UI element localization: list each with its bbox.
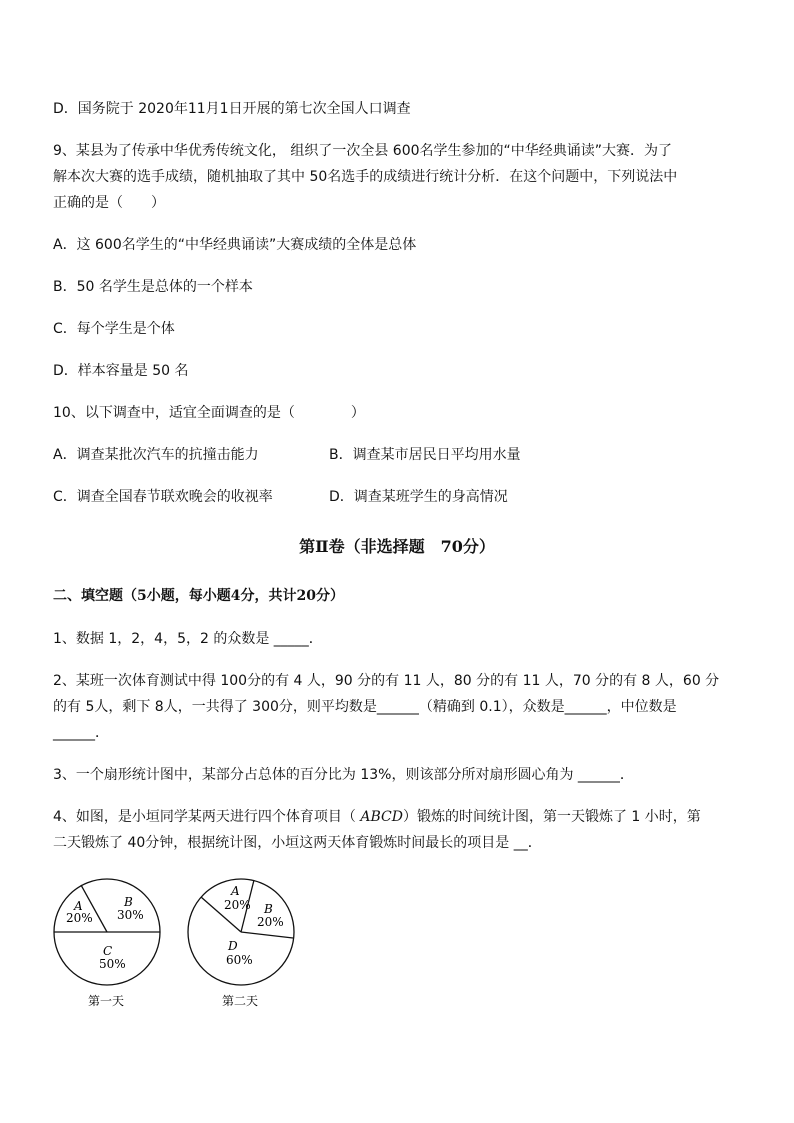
q10-option-b: B．调查某市居民日平均用水量 bbox=[329, 447, 521, 463]
q10-option-c: C．调查全国春节联欢晚会的收视率 bbox=[53, 489, 273, 505]
pie-day2-title: 第二天 bbox=[222, 994, 259, 1008]
pie-day1-label-a: A bbox=[74, 899, 83, 913]
pie-day2-label-a: A bbox=[231, 884, 240, 898]
q10-stem: 10、以下调查中，适宜全面调查的是（ ） bbox=[53, 405, 365, 421]
fill-section-heading: 二、填空题（5小题，每小题4分，共计20分） bbox=[53, 588, 344, 604]
q9-stem-line2: 解本次大赛的选手成绩，随机抽取了其中 50名选手的成绩进行统计分析．在这个问题中，下列说法中 bbox=[53, 169, 678, 185]
pie-day2-divider-bd bbox=[241, 932, 293, 938]
q10-option-a: A．调查某批次汽车的抗撞击能力 bbox=[53, 447, 259, 463]
fill-q4-line1-post: ）锻炼的时间统计图，第一天锻炼了 1 小时，第 bbox=[402, 809, 701, 825]
pie-chart-day1 bbox=[50, 876, 170, 1012]
q9-stem-line1: 9、某县为了传承中华优秀传统文化， 组织了一次全县 600名学生参加的“中华经典诵读”大赛．为了 bbox=[53, 143, 673, 159]
fill-q2-line1: 2、某班一次体育测试中得 100分的有 4 人，90 分的有 11 人，80 分的有 11 人，70 分的有 8 人，60 分 bbox=[53, 673, 720, 689]
pie-chart-day2 bbox=[184, 876, 304, 1012]
fill-q3: 3、一个扇形统计图中，某部分占总体的百分比为 13%，则该部分所对扇形圆心角为 ______． bbox=[53, 767, 634, 783]
pie-day1-value-c: 50% bbox=[99, 957, 126, 971]
fill-q4-abcd: ABCD bbox=[360, 809, 403, 825]
pie-day2-value-b: 20% bbox=[257, 915, 284, 929]
q10-option-d: D．调查某班学生的身高情况 bbox=[329, 489, 508, 505]
q9-option-a: A．这 600名学生的“中华经典诵读”大赛成绩的全体是总体 bbox=[53, 237, 417, 253]
q8-option-d: D．国务院于 2020年11月1日开展的第七次全国人口调查 bbox=[53, 101, 411, 117]
pie-day1-value-b: 30% bbox=[117, 908, 144, 922]
fill-q2-line2: 的有 5人，剩下 8人，一共得了 300分，则平均数是______（精确到 0.1），众数是______，中位数是 bbox=[53, 699, 677, 715]
q9-stem-line3: 正确的是（ ） bbox=[53, 195, 165, 211]
fill-q1: 1、数据 1，2，4，5，2 的众数是 _____． bbox=[53, 631, 323, 647]
pie-day1-label-b: B bbox=[124, 895, 133, 909]
q9-option-b: B．50 名学生是总体的一个样本 bbox=[53, 279, 253, 295]
pie-day1-label-c: C bbox=[103, 944, 113, 958]
pie-day2-value-d: 60% bbox=[226, 953, 253, 967]
fill-q4-line1 bbox=[53, 807, 701, 827]
q9-option-d: D．样本容量是 50 名 bbox=[53, 363, 189, 379]
pie-day1-title: 第一天 bbox=[88, 994, 125, 1008]
q9-option-c: C．每个学生是个体 bbox=[53, 321, 175, 337]
pie-day2-label-b: B bbox=[264, 902, 273, 916]
part2-title: 第Ⅱ卷（非选择题 70分） bbox=[299, 537, 495, 556]
pie-day2-value-a: 20% bbox=[224, 898, 251, 912]
fill-q4-line2: 二天锻炼了 40分钟，根据统计图，小垣这两天体育锻炼时间最长的项目是 __． bbox=[53, 835, 542, 851]
pie-day2-label-d: D bbox=[228, 939, 238, 953]
fill-q4-line1-pre: 4、如图，是小垣同学某两天进行四个体育项目（ bbox=[53, 809, 361, 825]
fill-q2-line3: ______． bbox=[53, 725, 109, 741]
pie-day1-value-a: 20% bbox=[66, 911, 93, 925]
